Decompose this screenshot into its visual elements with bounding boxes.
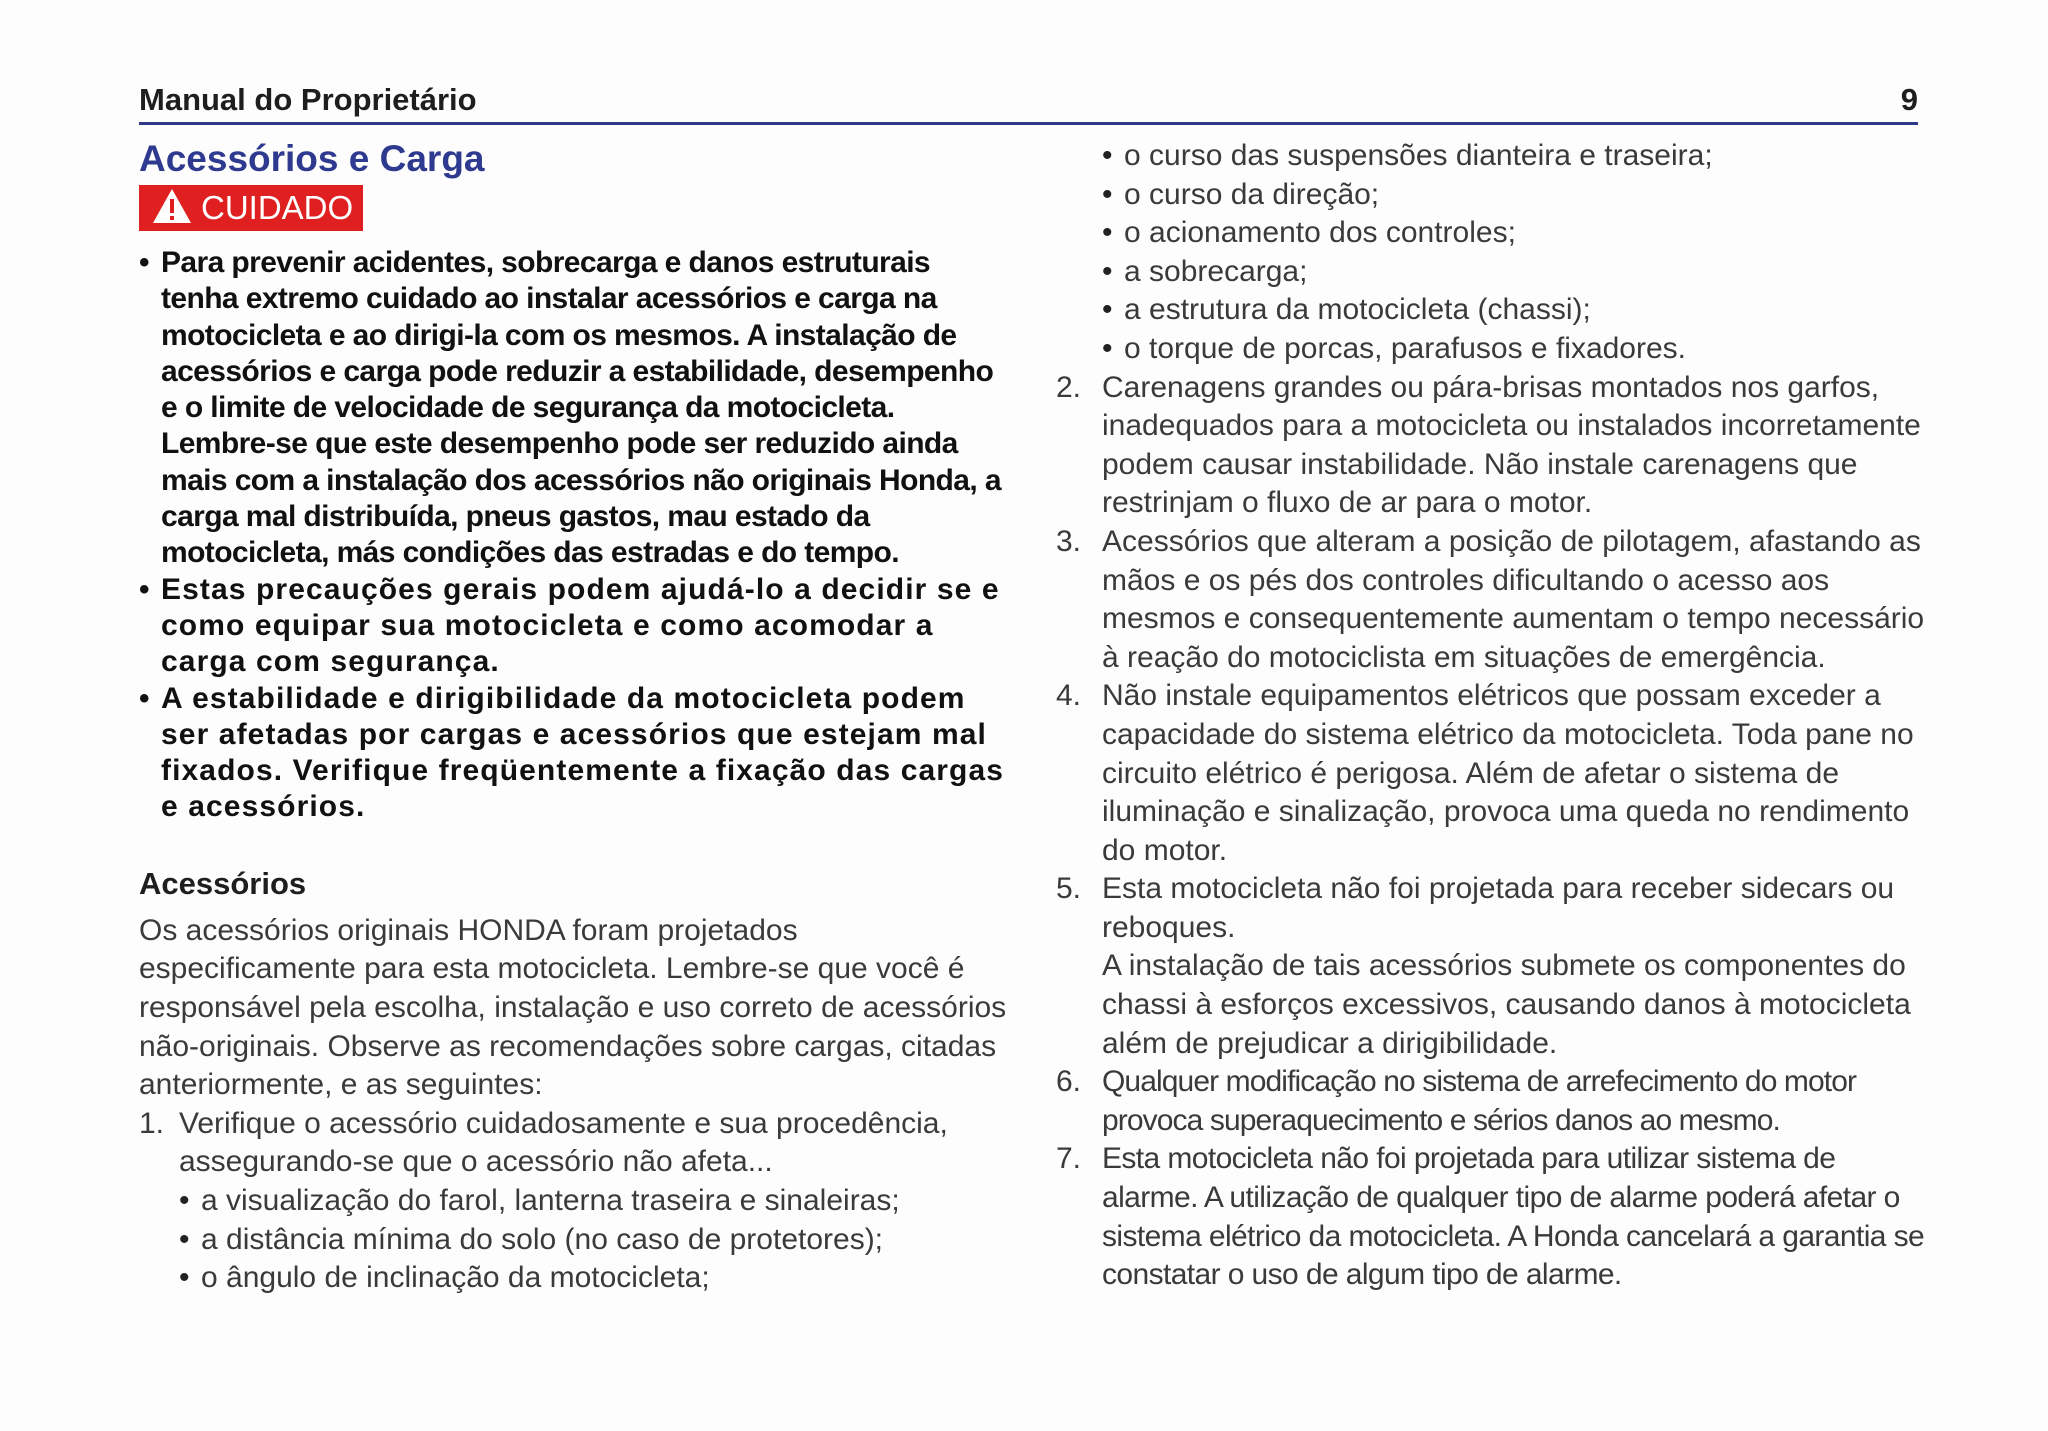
item-number: 5. bbox=[1056, 872, 1082, 906]
bullet: • bbox=[139, 246, 149, 279]
check-bullet: • o curso das suspensões dianteira e traseira; bbox=[1102, 139, 1713, 172]
list-item bbox=[1058, 677, 1928, 870]
item-number: 4. bbox=[1056, 679, 1082, 713]
bullet: • bbox=[139, 572, 151, 606]
check-bullet: • a sobrecarga; bbox=[1102, 254, 1308, 288]
item-text: Não instale equipamentos elétricos que possam exceder a capacidade do sistema elétrico da motocicleta. Toda pane no circuito elétrico é perigosa. Além de afetar o sistema de iluminação e sinalização, provoca uma queda no rendimento do motor. bbox=[1102, 679, 1914, 867]
item-number: 7. bbox=[1056, 1142, 1082, 1176]
warning-item bbox=[139, 572, 1009, 681]
check-bullet-list bbox=[179, 1182, 1009, 1298]
check-bullet: • o torque de porcas, parafusos e fixadores. bbox=[1102, 331, 1687, 365]
list-item bbox=[139, 1105, 1009, 1298]
item-number: 2. bbox=[1056, 370, 1082, 404]
check-bullet: • a visualização do farol, lanterna traseira e sinaleiras; bbox=[179, 1183, 900, 1217]
warning-text: Estas precauções gerais podem ajudá-lo a decidir se e como equipar sua motocicleta e como acomodar a carga com segurança. bbox=[161, 572, 1000, 679]
right-column bbox=[1058, 137, 1928, 1295]
manual-title: Manual do Proprietário bbox=[139, 82, 477, 117]
warning-text: A estabilidade e dirigibilidade da motocicleta podem ser afetadas por cargas e acessórios que estejam mal fixados. Verifique freqüentemente a fixação das cargas e acessórios. bbox=[161, 681, 1005, 824]
item-text: Qualquer modificação no sistema de arrefecimento do motor provoca superaquecimento e sérios danos ao mesmo. bbox=[1102, 1065, 1857, 1137]
check-bullet-list-continued bbox=[1102, 137, 1928, 369]
warning-triangle-icon bbox=[151, 187, 193, 225]
check-bullet: • a distância mínima do solo (no caso de protetores); bbox=[179, 1222, 884, 1256]
page-number: 9 bbox=[1900, 82, 1918, 117]
warning-text: Para prevenir acidentes, sobrecarga e danos estruturais tenha extremo cuidado ao instalar acessórios e carga na motocicleta e ao dirigi-la com os mesmos. A instalação de acessórios e carga pode reduzir a estabilidade, desempenho e o limite de velocidade de segurança da motocicleta. Lembre-se que este desempenho pode ser reduzido ainda mais com a instalação dos acessórios não originais Honda, a carga mal distribuída, pneus gastos, mau estado da motocicleta, más condições das estradas e do tempo. bbox=[161, 246, 1001, 570]
item-text: Esta motocicleta não foi projetada para receber sidecars ou reboques. bbox=[1102, 872, 1895, 944]
item-text: Acessórios que alteram a posição de pilotagem, afastando as mãos e os pés dos controles dificultando o acesso aos mesmos e consequentemente aumentam o tempo necessário à reação do motociclista em situações de emergência. bbox=[1102, 524, 1925, 674]
warning-item bbox=[139, 245, 1009, 572]
list-item bbox=[1058, 369, 1928, 523]
list-item bbox=[1058, 1063, 1928, 1140]
check-bullet: • o ângulo de inclinação da motocicleta; bbox=[179, 1261, 710, 1295]
bullet: • bbox=[139, 681, 151, 715]
item-number: 6. bbox=[1056, 1065, 1082, 1099]
list-item bbox=[1058, 1140, 1928, 1294]
check-bullet: • o acionamento dos controles; bbox=[1102, 216, 1516, 250]
accessories-intro: Os acessórios originais HONDA foram projetados especificamente para esta motocicleta. Lembre-se que você é responsável pela escolha, instalação e uso correto de acessórios não-originais. Observe as recomendações sobre cargas, citadas anteriormente, e as seguintes: bbox=[139, 913, 1007, 1102]
list-item bbox=[1058, 523, 1928, 677]
check-bullet: • a estrutura da motocicleta (chassi); bbox=[1102, 293, 1591, 327]
warning-list bbox=[139, 245, 1009, 826]
item-text: Carenagens grandes ou pára-brisas montados nos garfos, inadequados para a motocicleta ou instalados incorretamente podem causar instabilidade. Não instale carenagens que restrinjam o fluxo de ar para o motor. bbox=[1102, 370, 1921, 520]
accessories-list-continued bbox=[1058, 369, 1928, 1295]
page-header bbox=[139, 78, 1918, 125]
accessories-list bbox=[139, 1105, 1009, 1298]
list-item bbox=[1058, 870, 1928, 1063]
item-number: 3. bbox=[1056, 524, 1082, 558]
left-column bbox=[139, 137, 1009, 1298]
item-text-continued: A instalação de tais acessórios submete os componentes do chassi à esforços excessivos, causando danos à motocicleta além de prejudicar a dirigibilidade. bbox=[1102, 949, 1911, 1060]
section-title: Acessórios e Carga bbox=[139, 138, 485, 179]
caution-badge bbox=[139, 185, 363, 231]
warning-item bbox=[139, 681, 1009, 826]
caution-label: CUIDADO bbox=[201, 189, 354, 226]
check-bullet: • o curso da direção; bbox=[1102, 177, 1380, 211]
accessories-subtitle: Acessórios bbox=[139, 865, 307, 901]
item-number: 1. bbox=[139, 1106, 165, 1140]
item-text: Verifique o acessório cuidadosamente e sua procedência, assegurando-se que o acessório não afeta... bbox=[179, 1106, 948, 1179]
item-text: Esta motocicleta não foi projetada para utilizar sistema de alarme. A utilização de qualquer tipo de alarme poderá afetar o sistema elétrico da motocicleta. A Honda cancelará a garantia se constatar o uso de algum tipo de alarme. bbox=[1102, 1142, 1925, 1292]
